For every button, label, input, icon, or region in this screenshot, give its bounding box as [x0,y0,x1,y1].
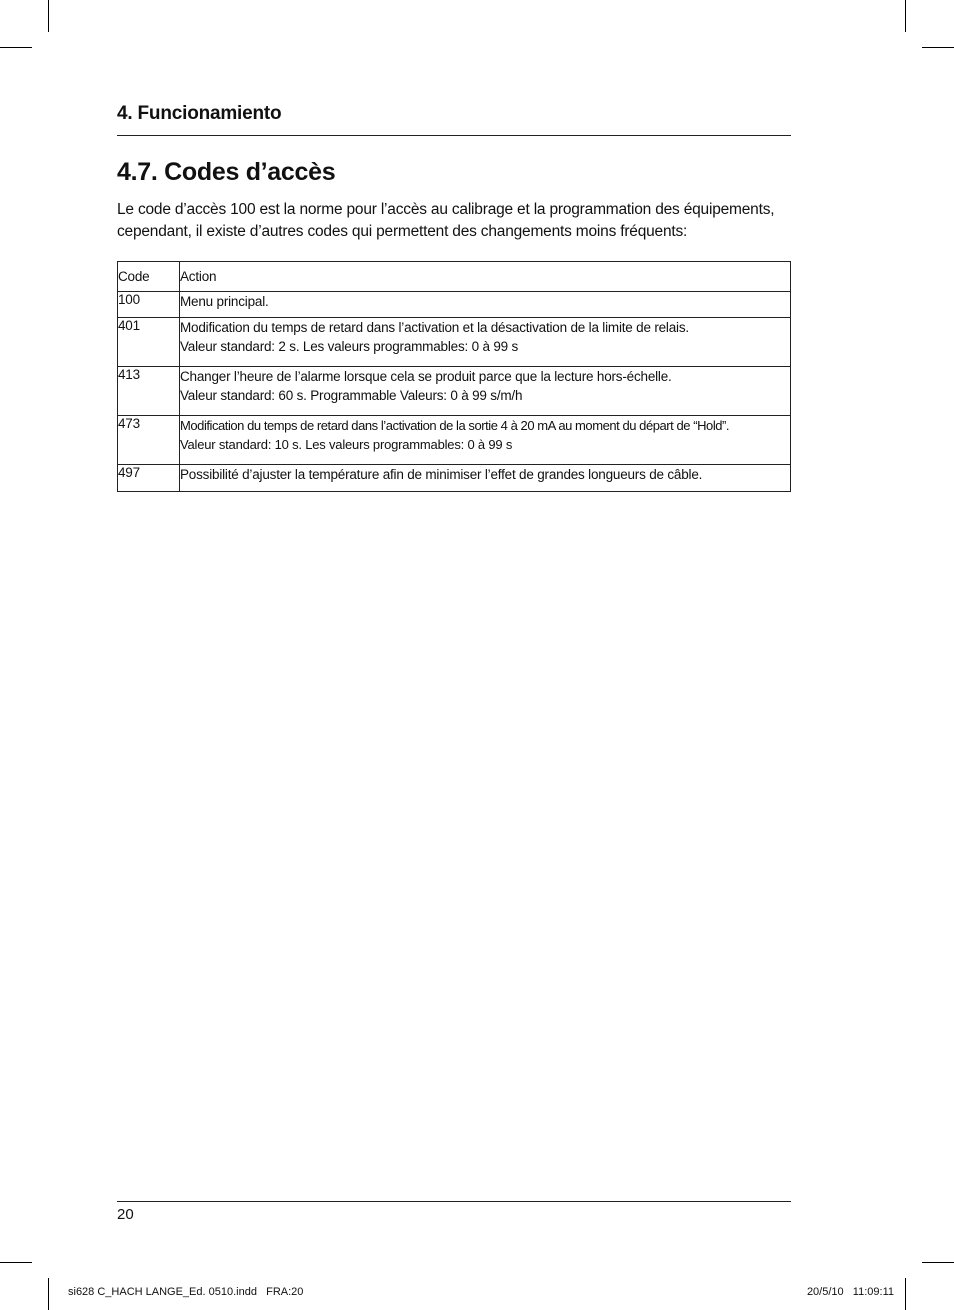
crop-mark [48,0,49,32]
code-cell: 413 [118,367,180,416]
action-line: Changer l’heure de l’alarme lorsque cela se produit parce que la lecture hors-échelle. [180,369,672,384]
intro-paragraph: Le code d’accès 100 est la norme pour l’accès au calibrage et la programmation des équipements, cependant, il existe d’autres codes qui permettent des changements moins fréquents: [117,201,775,240]
action-line: Possibilité d’ajuster la température afin de minimiser l’effet de grandes longueurs de câble. [180,467,703,482]
action-cell [180,367,791,416]
action-line: Valeur standard: 10 s. Les valeurs programmables: 0 à 99 s [180,437,513,452]
crop-mark [905,1278,906,1310]
action-line: Valeur standard: 2 s. Les valeurs programmables: 0 à 99 s [180,339,519,354]
print-slug-date: 20/5/10 11:09:11 [806,1286,894,1298]
access-codes-table [117,261,791,492]
crop-mark [0,1262,32,1263]
code-cell: 401 [118,318,180,367]
column-header-code: Code [118,262,180,292]
action-cell [180,416,791,465]
code-cell: 497 [118,465,180,492]
header-rule [117,135,791,136]
action-line: Menu principal. [180,294,269,309]
page-number: 20 [117,1206,134,1223]
crop-mark [905,0,906,32]
code-cell: 473 [118,416,180,465]
crop-mark [922,47,954,48]
table-row [118,465,791,492]
crop-mark [0,47,32,48]
crop-mark [922,1262,954,1263]
action-cell [180,465,791,492]
footer-rule [117,1201,791,1202]
column-header-action: Action [180,262,791,292]
table-row [118,416,791,465]
code-cell: 100 [118,292,180,318]
crop-mark [48,1278,49,1310]
print-slug-file: si628 C_HACH LANGE_Ed. 0510.indd FRA:20 [68,1286,304,1298]
action-line: Modification du temps de retard dans l’activation de la sortie 4 à 20 mA au moment du départ de “Hold”. [180,418,730,433]
page-title: 4.7. Codes d’accès [117,158,336,186]
table-row [118,318,791,367]
table-row [118,292,791,318]
table-header-row [118,262,791,292]
action-line: Valeur standard: 60 s. Programmable Valeurs: 0 à 99 s/m/h [180,388,523,403]
section-header: 4. Funcionamiento [117,103,282,124]
action-cell [180,318,791,367]
action-line: Modification du temps de retard dans l’activation et la désactivation de la limite de relais. [180,320,689,335]
action-cell [180,292,791,318]
table-row [118,367,791,416]
